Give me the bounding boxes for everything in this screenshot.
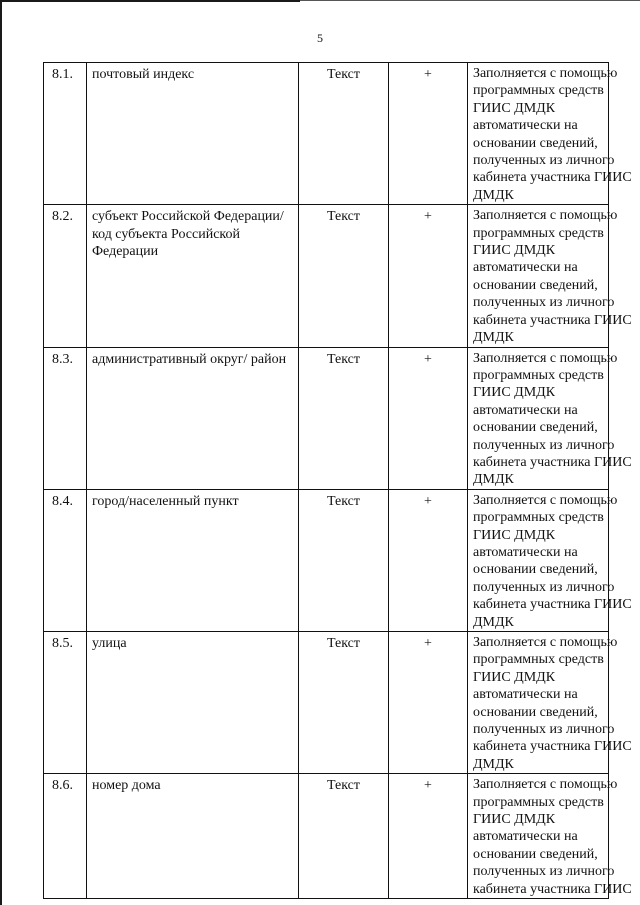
required-mark: + <box>389 347 468 489</box>
field-name: номер дома <box>87 774 299 899</box>
page-number: 5 <box>317 31 323 45</box>
note-line: кабинета участника ГИИС <box>473 597 632 613</box>
note-line: ДМДК <box>473 187 514 203</box>
note-line: полученных из личного <box>473 864 615 880</box>
note-line: автоматически на <box>473 118 578 134</box>
note-line: ДМДК <box>473 472 514 488</box>
row-number: 8.3. <box>44 347 87 489</box>
note-line: программных средств <box>473 794 604 810</box>
field-type: Текст <box>299 774 389 899</box>
note-line: основании сведений, <box>473 135 598 151</box>
row-number: 8.5. <box>44 632 87 774</box>
table-row <box>44 632 609 774</box>
fields-table <box>43 62 632 899</box>
fill-note <box>468 205 632 347</box>
note-line: полученных из личного <box>473 153 615 169</box>
note-line: программных средств <box>473 83 604 99</box>
note-line: Заполняется с помощью <box>473 777 618 793</box>
field-type: Текст <box>299 632 389 774</box>
field-name: почтовый индекс <box>87 63 299 205</box>
fill-note <box>468 774 632 899</box>
note-line: ДМДК <box>473 756 514 772</box>
note-line: автоматически на <box>473 687 578 703</box>
note-line: ГИИС ДМДК <box>473 243 556 259</box>
note-line: полученных из личного <box>473 579 615 595</box>
note-line: кабинета участника ГИИС <box>473 454 632 470</box>
required-mark: + <box>389 63 468 205</box>
note-line: ГИИС ДМДК <box>473 527 556 543</box>
scan-edge-left <box>0 0 2 905</box>
note-line: основании сведений, <box>473 420 598 436</box>
note-line: ГИИС ДМДК <box>473 385 556 401</box>
note-line: кабинета участника ГИИС <box>473 881 632 897</box>
fill-note <box>468 63 632 205</box>
table-row <box>44 774 609 899</box>
table-row <box>44 63 609 205</box>
row-number: 8.4. <box>44 489 87 631</box>
note-line: полученных из личного <box>473 722 615 738</box>
note-line: программных средств <box>473 367 604 383</box>
note-line: кабинета участника ГИИС <box>473 312 632 328</box>
note-line: Заполняется с помощью <box>473 66 618 81</box>
fill-note <box>468 347 632 489</box>
row-number: 8.2. <box>44 205 87 347</box>
table-row <box>44 489 609 631</box>
note-line: ГИИС ДМДК <box>473 812 556 828</box>
note-line: кабинета участника ГИИС <box>473 170 632 186</box>
fill-note <box>468 632 632 774</box>
required-mark: + <box>389 489 468 631</box>
note-line: основании сведений, <box>473 277 598 293</box>
note-line: ГИИС ДМДК <box>473 100 556 116</box>
note-line: основании сведений, <box>473 846 598 862</box>
note-line: автоматически на <box>473 544 578 560</box>
note-line: программных средств <box>473 652 604 668</box>
note-line: автоматически на <box>473 829 578 845</box>
note-line: Заполняется с помощью <box>473 492 618 508</box>
note-line: программных средств <box>473 225 604 241</box>
field-type: Текст <box>299 63 389 205</box>
note-line: основании сведений, <box>473 562 598 578</box>
field-type: Текст <box>299 205 389 347</box>
note-line: Заполняется с помощью <box>473 208 618 224</box>
scan-edge-top <box>0 0 300 2</box>
field-name: город/населенный пункт <box>87 489 299 631</box>
required-mark: + <box>389 205 468 347</box>
note-line: полученных из личного <box>473 295 615 311</box>
field-name: улица <box>87 632 299 774</box>
note-line: основании сведений, <box>473 704 598 720</box>
note-line: автоматически на <box>473 260 578 276</box>
row-number: 8.6. <box>44 774 87 899</box>
field-name: административный округ/ район <box>87 347 299 489</box>
fill-note <box>468 489 632 631</box>
required-mark: + <box>389 632 468 774</box>
field-type: Текст <box>299 347 389 489</box>
field-name: субъект Российской Федерации/код субъекта Российской Федерации <box>87 205 299 347</box>
row-number: 8.1. <box>44 63 87 205</box>
required-mark: + <box>389 774 468 899</box>
note-line: ДМДК <box>473 330 514 346</box>
note-line: кабинета участника ГИИС <box>473 739 632 755</box>
note-line: автоматически на <box>473 402 578 418</box>
table-row <box>44 205 609 347</box>
note-line: ДМДК <box>473 614 514 630</box>
scan-edge-top-thin <box>300 0 640 1</box>
note-line: программных средств <box>473 510 604 526</box>
note-line: Заполняется с помощью <box>473 350 618 366</box>
note-line: ГИИС ДМДК <box>473 669 556 685</box>
table-row <box>44 347 609 489</box>
note-line: полученных из личного <box>473 437 615 453</box>
field-type: Текст <box>299 489 389 631</box>
note-line: Заполняется с помощью <box>473 635 618 650</box>
